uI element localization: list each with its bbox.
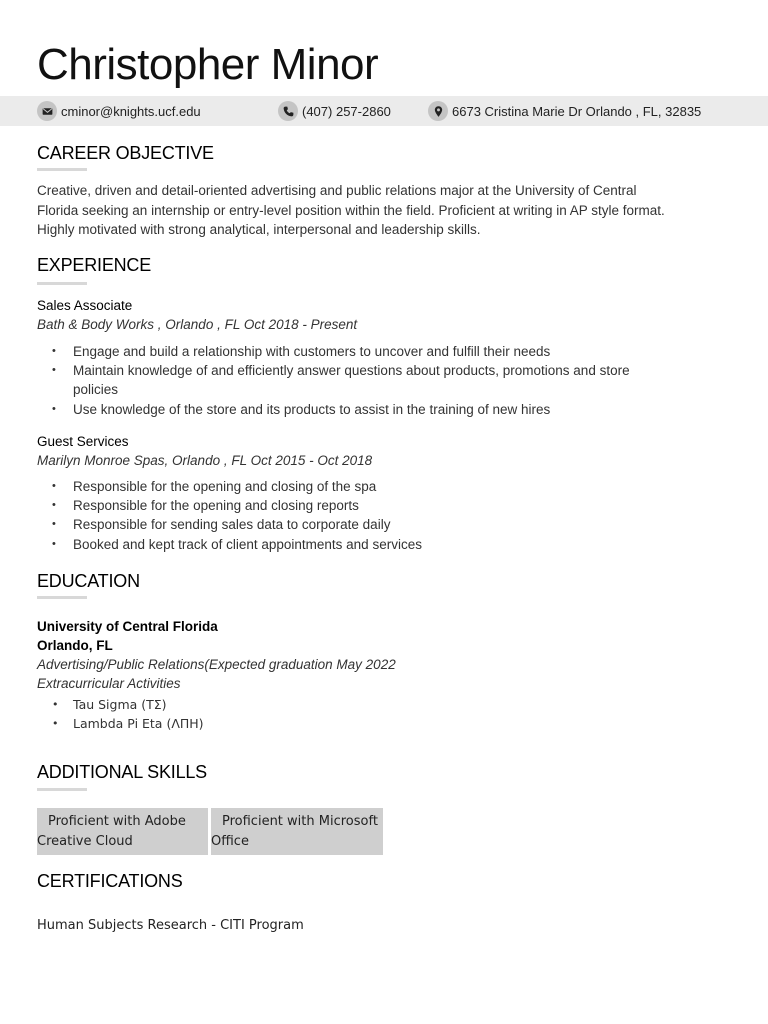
objective-line: Highly motivated with strong analytical, interpersonal and leadership skills. <box>37 222 481 237</box>
degree: Advertising/Public Relations(Expected graduation May 2022 <box>37 657 396 672</box>
section-title-experience: EXPERIENCE <box>37 255 152 275</box>
list-item: • Responsible for the opening and closing of the spa <box>0 477 680 496</box>
contact-address <box>428 96 701 126</box>
email-icon <box>37 101 57 121</box>
list-item <box>0 361 643 399</box>
contact-phone <box>278 96 391 126</box>
section-title-additional-skills: ADDITIONAL SKILLS <box>37 762 207 782</box>
section-title-certifications: CERTIFICATIONS <box>37 871 183 891</box>
skill-text: Proficient with Microsoft <box>222 814 378 829</box>
bullet-text: Maintain knowledge of and efficiently answer questions about products, promotions and store policies <box>73 363 630 398</box>
objective-line: Florida seeking an internship or entry-level position within the field. Proficient at writing in AP style format. <box>37 202 665 218</box>
list-item: • Tau Sigma (ΤΣ) <box>0 695 680 714</box>
skill-text: Proficient with Adobe <box>48 814 186 829</box>
section-rule <box>37 282 87 285</box>
job-employer-dates: Marilyn Monroe Spas, Orlando , FL Oct 2015 - Oct 2018 <box>37 453 373 468</box>
list-item: • Lambda Pi Eta (ΛΠΗ) <box>0 714 680 733</box>
section-rule <box>37 168 87 171</box>
contact-email <box>37 96 201 126</box>
email-text[interactable]: cminor@knights.ucf.edu <box>61 103 201 119</box>
contact-bar <box>0 96 768 126</box>
job-employer-dates: Bath & Body Works , Orlando , FL Oct 2018 - Present <box>37 317 358 332</box>
section-title-education: EDUCATION <box>37 571 140 591</box>
phone-text[interactable]: (407) 257-2860 <box>302 103 391 119</box>
phone-icon <box>278 101 298 121</box>
skill-chip <box>211 808 383 855</box>
list-item: • Responsible for the opening and closing reports <box>0 496 680 515</box>
school-name: University of Central Florida <box>37 619 218 634</box>
section-rule <box>37 788 87 791</box>
list-item: • Booked and kept track of client appointments and services <box>0 535 680 554</box>
job-bullets <box>0 477 680 554</box>
address-text: 6673 Cristina Marie Dr Orlando , FL, 32835 <box>452 103 702 119</box>
certification-item: Human Subjects Research - CITI Program <box>37 918 304 933</box>
job-bullets <box>0 342 680 419</box>
list-item: • Responsible for sending sales data to corporate daily <box>0 515 680 534</box>
skill-text: Office <box>211 833 249 849</box>
section-title-career-objective: CAREER OBJECTIVE <box>37 143 214 163</box>
job-title: Sales Associate <box>37 298 133 313</box>
career-objective-text <box>37 181 697 240</box>
job-title: Guest Services <box>37 434 129 449</box>
section-rule <box>37 596 87 599</box>
skill-chip <box>37 808 208 855</box>
activities-label: Extracurricular Activities <box>37 676 181 691</box>
school-location: Orlando, FL <box>37 638 113 653</box>
objective-line: Creative, driven and detail-oriented advertising and public relations major at the University of Central <box>37 183 637 198</box>
candidate-name: Christopher Minor <box>37 40 379 89</box>
activities-list <box>0 695 680 733</box>
location-pin-icon <box>428 101 448 121</box>
list-item: • Use knowledge of the store and its products to assist in the training of new hires <box>0 400 680 419</box>
skill-text: Creative Cloud <box>37 833 133 849</box>
list-item: • Engage and build a relationship with customers to uncover and fulfill their needs <box>0 342 680 361</box>
